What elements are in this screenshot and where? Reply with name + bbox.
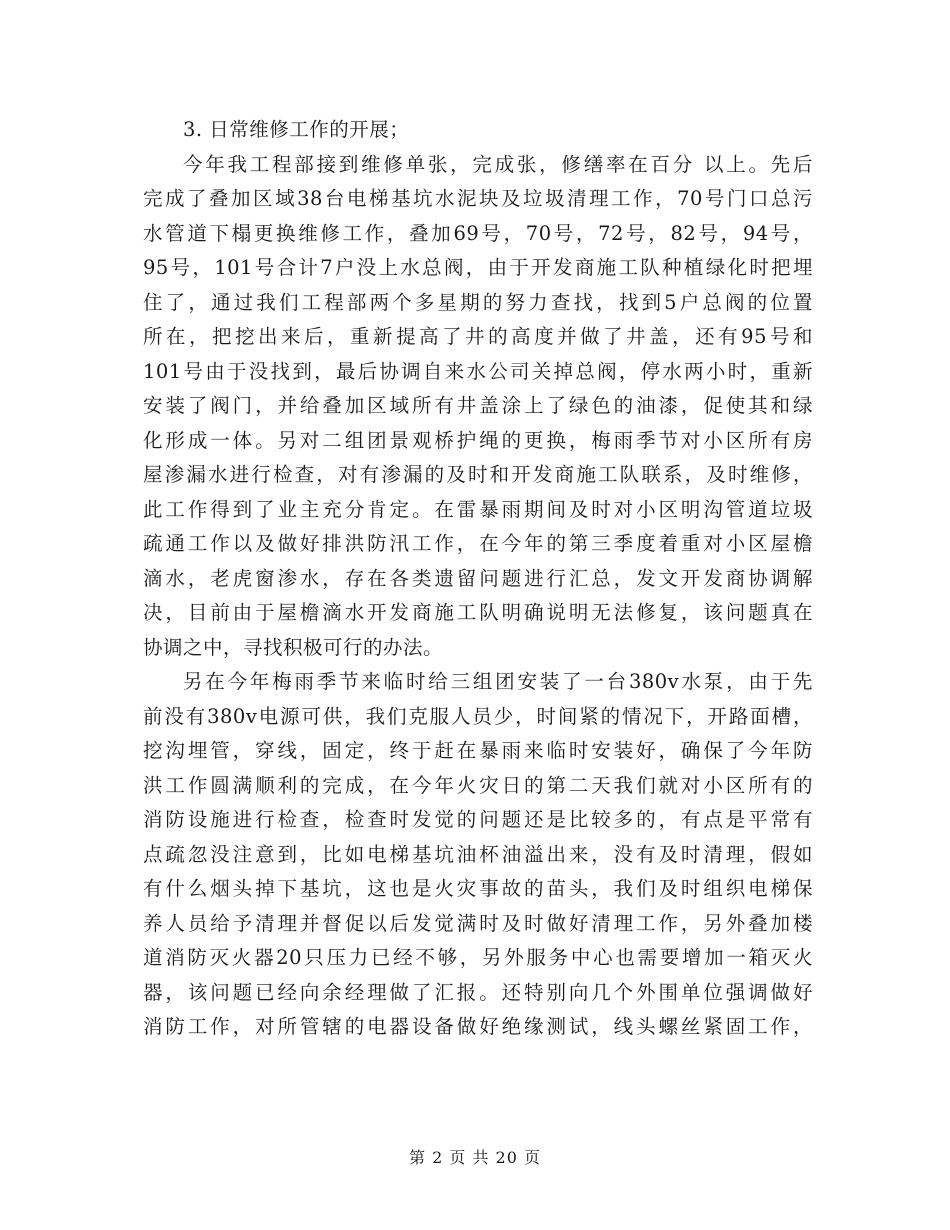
paragraph-line: 另在今年梅雨季节来临时给三组团安装了一台380v水泵，由于先 xyxy=(183,670,813,693)
paragraph-line: 屋渗漏水进行检查，对有渗漏的及时和开发商施工队联系，及时维修， xyxy=(143,463,813,486)
page-footer xyxy=(0,1148,950,1168)
paragraph-line: 95号，101号合计7户没上水总阀，由于开发商施工队种植绿化时把埋 xyxy=(143,256,813,279)
paragraph-line: 101号由于没找到，最后协调自来水公司关掉总阀，停水两小时，重新 xyxy=(143,359,813,383)
paragraph-1 xyxy=(143,148,813,666)
paragraph-line: 消防设施进行检查，检查时发觉的问题还是比较多的，有点是平常有 xyxy=(143,808,813,831)
paragraph-line: 安装了阀门，并给叠加区域所有井盖涂上了绿色的油漆，促使其和绿 xyxy=(143,394,813,417)
paragraph-line: 水管道下榻更换维修工作，叠加69号，70号，72号，82号，94号， xyxy=(143,221,813,245)
paragraph-2 xyxy=(143,665,813,1045)
paragraph-line: 完成了叠加区域38台电梯基坑水泥块及垃圾清理工作，70号门口总污 xyxy=(143,187,813,210)
section-heading: 3. 日常维修工作的开展； xyxy=(183,118,410,141)
paragraph-line: 点疏忽没注意到，比如电梯基坑油杯油溢出来，没有及时清理，假如 xyxy=(143,842,813,866)
paragraph-line: 有什么烟头掉下基坑，这也是火灾事故的苗头，我们及时组织电梯保 xyxy=(143,877,813,900)
paragraph-line: 决，目前由于屋檐滴水开发商施工队明确说明无法修复，该问题真在 xyxy=(143,601,813,624)
paragraph-line: 前没有380v电源可供，我们克服人员少，时间紧的情况下，开路面槽， xyxy=(143,704,813,728)
paragraph-line: 疏通工作以及做好排洪防汛工作，在今年的第三季度着重对小区屋檐 xyxy=(143,532,813,555)
paragraph-line: 洪工作圆满顺利的完成，在今年火灾日的第二天我们就对小区所有的 xyxy=(143,773,813,797)
paragraph-line: 所在，把挖出来后，重新提高了井的高度并做了井盖，还有95号和 xyxy=(143,325,813,348)
paragraph-line: 器，该问题已经向余经理做了汇报。还特别向几个外围单位强调做好 xyxy=(143,980,813,1004)
page-number: 第 2 页 共 20 页 xyxy=(409,1148,541,1167)
paragraph-line: 此工作得到了业主充分肯定。在雷暴雨期间及时对小区明沟管道垃圾 xyxy=(143,497,813,521)
paragraph-line: 滴水，老虎窗渗水，存在各类遗留问题进行汇总，发文开发商协调解 xyxy=(143,566,813,590)
paragraph-line: 道消防灭火器20只压力已经不够，另外服务中心也需要增加一箱灭火 xyxy=(143,946,813,969)
paragraph-line: 养人员给予清理并督促以后发觉满时及时做好清理工作，另外叠加楼 xyxy=(143,911,813,935)
paragraph-line: 化形成一体。另对二组团景观桥护绳的更换，梅雨季节对小区所有房 xyxy=(143,428,813,452)
paragraph-line: 住了，通过我们工程部两个多星期的努力查找，找到5户总阀的位置 xyxy=(143,290,813,314)
document-body xyxy=(143,113,813,1045)
paragraph-line: 消防工作，对所管辖的电器设备做好绝缘测试，线头螺丝紧固工作， xyxy=(143,1015,813,1038)
paragraph-line: 挖沟埋管，穿线，固定，终于赶在暴雨来临时安装好，确保了今年防 xyxy=(143,739,813,762)
paragraph-line: 今年我工程部接到维修单张，完成张，修缮率在百分 以上。先后 xyxy=(183,152,813,176)
paragraph-line: 协调之中，寻找积极可行的办法。 xyxy=(143,635,444,659)
